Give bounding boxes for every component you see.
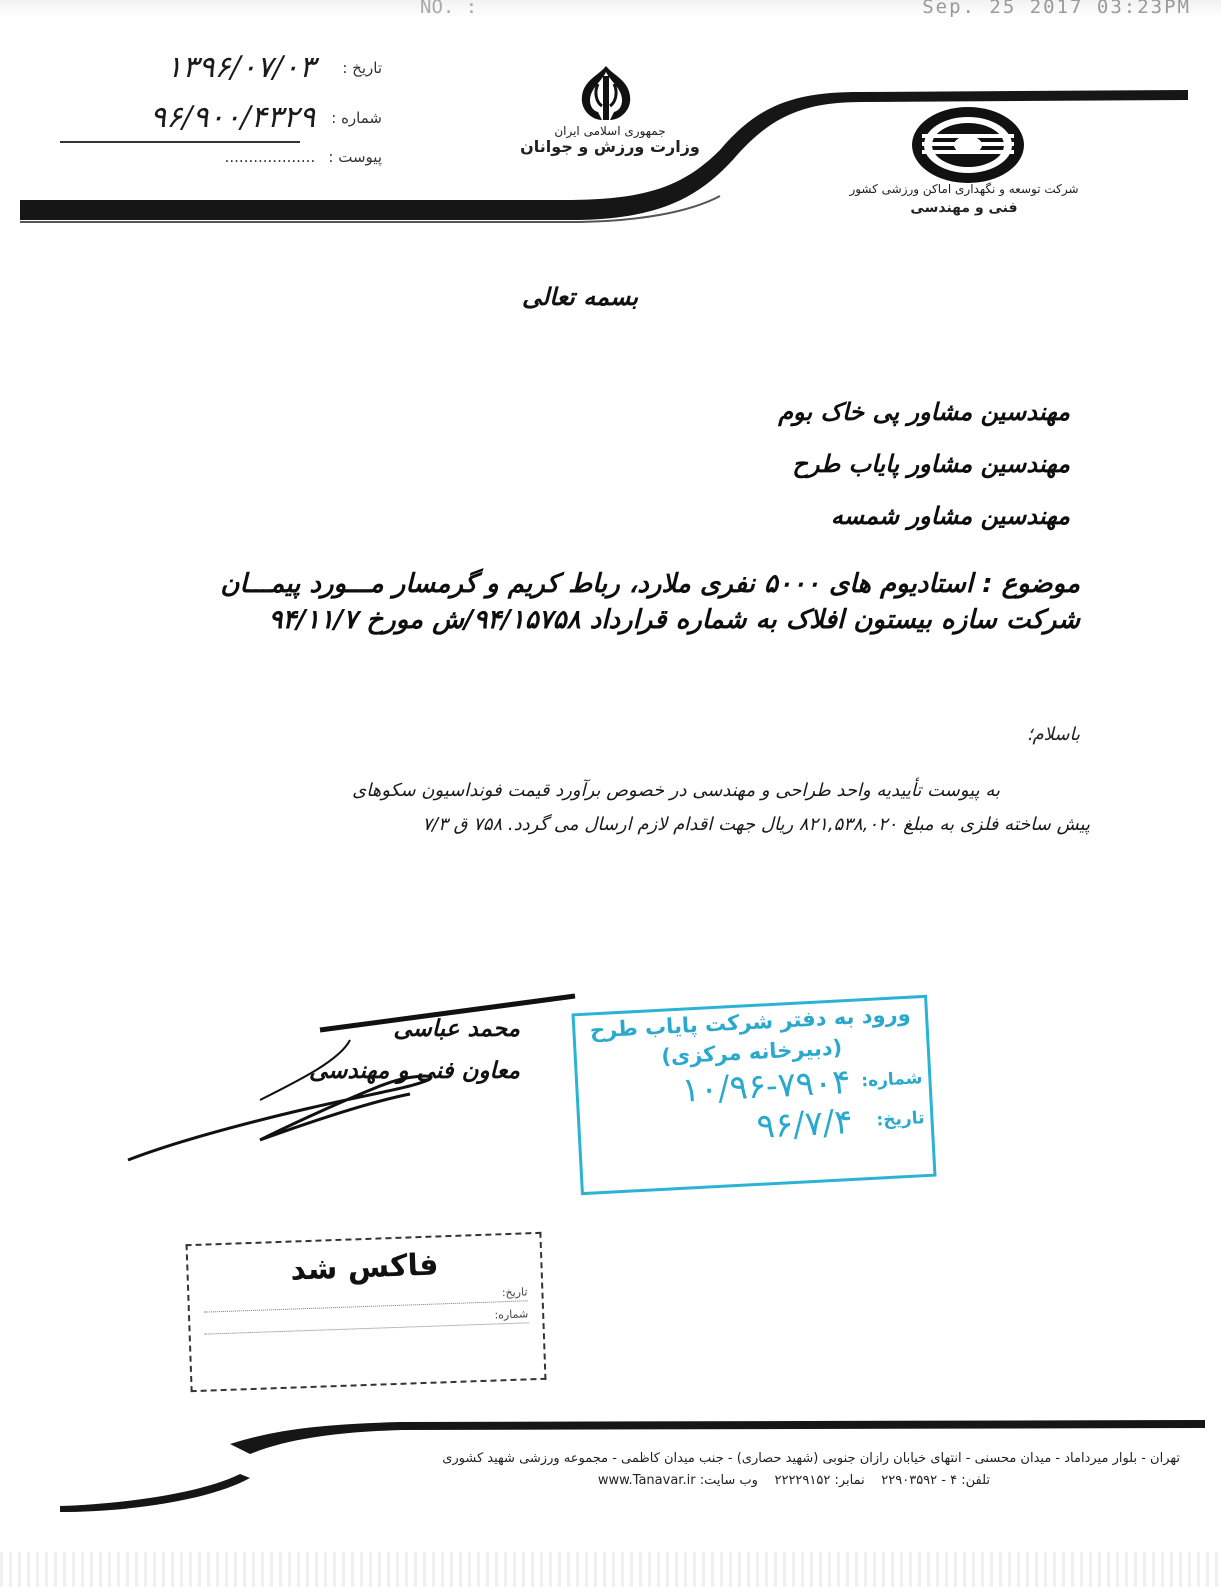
letter-body	[140, 774, 1090, 842]
faxed-stamp-title: فاکس شد	[289, 1247, 440, 1288]
handwritten-signature	[110, 990, 590, 1170]
fax-header	[0, 0, 1221, 18]
attachment-label: پیوست :	[328, 148, 382, 166]
date-value: ۱۳۹۶/۰۷/۰۳	[166, 50, 316, 85]
greeting: باسلام؛	[1026, 724, 1080, 745]
republic-name: جمهوری اسلامی ایران	[554, 124, 666, 138]
stamp-date-label: تاریخ:	[875, 1108, 925, 1131]
addressee-2: مهندسین مشاور پایاب طرح	[792, 450, 1070, 478]
footer-fax: نمابر: ۲۲۲۲۹۱۵۲	[774, 1473, 865, 1488]
ministry-name: وزارت ورزش و جوانان	[520, 137, 700, 156]
fax-id: NO. :	[420, 0, 478, 18]
subject-line-2: شرکت سازه بیستون افلاک به شماره قرارداد ۹۴/۱۵۷۵۸/ش مورخ ۹۴/۱۱/۷	[268, 605, 1080, 635]
letterhead-band	[0, 40, 1221, 240]
number-value: ۹۶/۹۰۰/۴۳۲۹	[149, 100, 316, 135]
attachment-value: ...................	[224, 148, 316, 166]
number-label: شماره :	[331, 109, 382, 127]
footer-website-label: وب سایت:	[699, 1473, 758, 1488]
received-stamp	[571, 995, 936, 1195]
footer-address: تهران - بلوار میرداماد - میدان محسنی - انتهای خیابان رازان جنوبی (شهید حصاری) - جنب میدان کاظمی - مجموعه ورزشی شهید کشوری	[442, 1451, 1180, 1466]
faxed-stamp-date-row: تاریخ:	[203, 1285, 527, 1312]
fax-timestamp: Sep. 25 2017 03:23PM	[922, 0, 1191, 18]
company-name: شرکت توسعه و نگهداری اماکن ورزشی کشور	[849, 182, 1079, 196]
faxed-stamp-number-row: شماره:	[204, 1307, 528, 1334]
faxed-stamp	[186, 1232, 547, 1392]
stamp-number-label: شماره:	[860, 1068, 923, 1092]
footer-contacts	[250, 1470, 1180, 1492]
stamp-line-1: ورود به دفتر شرکت پایاب طرح	[589, 1001, 912, 1043]
subject	[130, 566, 1080, 638]
date-label: تاریخ :	[342, 59, 382, 77]
signatory-title: معاون فنی و مهندسی	[308, 1058, 520, 1084]
stamp-date-value: ۹۶/۷/۴	[755, 1101, 854, 1147]
basmala: بسمه تعالی	[521, 282, 639, 311]
addressee-1: مهندسین مشاور پی خاک بوم	[778, 398, 1070, 426]
signatory-name: محمد عباسی	[393, 1016, 520, 1042]
body-line-2: پیش ساخته فلزی به مبلغ ۸۲۱,۵۳۸,۰۲۰ ریال جهت اقدام لازم ارسال می گردد. ۷۵۸ ق ۷/۳	[422, 814, 1090, 835]
addressee-list	[600, 386, 1070, 542]
footer	[250, 1448, 1180, 1492]
department-name: فنی و مهندسی	[910, 200, 1018, 216]
subject-line-1: موضوع : استادیوم های ۵۰۰۰ نفری ملارد، رباط کریم و گرمسار مـــورد پیمـــان	[220, 569, 1080, 599]
stamp-line-2: (دبیرخانه مرکزی)	[660, 1035, 843, 1069]
body-line-1: به پیوست تأییدیه واحد طراحی و مهندسی در خصوص برآورد قیمت فونداسیون سکوهای	[352, 780, 1000, 801]
fax-noise-strip	[0, 1552, 1221, 1587]
footer-phone: تلفن: ۴ - ۲۲۹۰۳۵۹۲	[881, 1473, 990, 1488]
stamp-number-value: ۱۰/۹۶-۷۹۰۴	[680, 1061, 852, 1111]
footer-website: www.Tanavar.ir	[597, 1473, 696, 1488]
addressee-3: مهندسین مشاور شمسه	[830, 502, 1070, 530]
